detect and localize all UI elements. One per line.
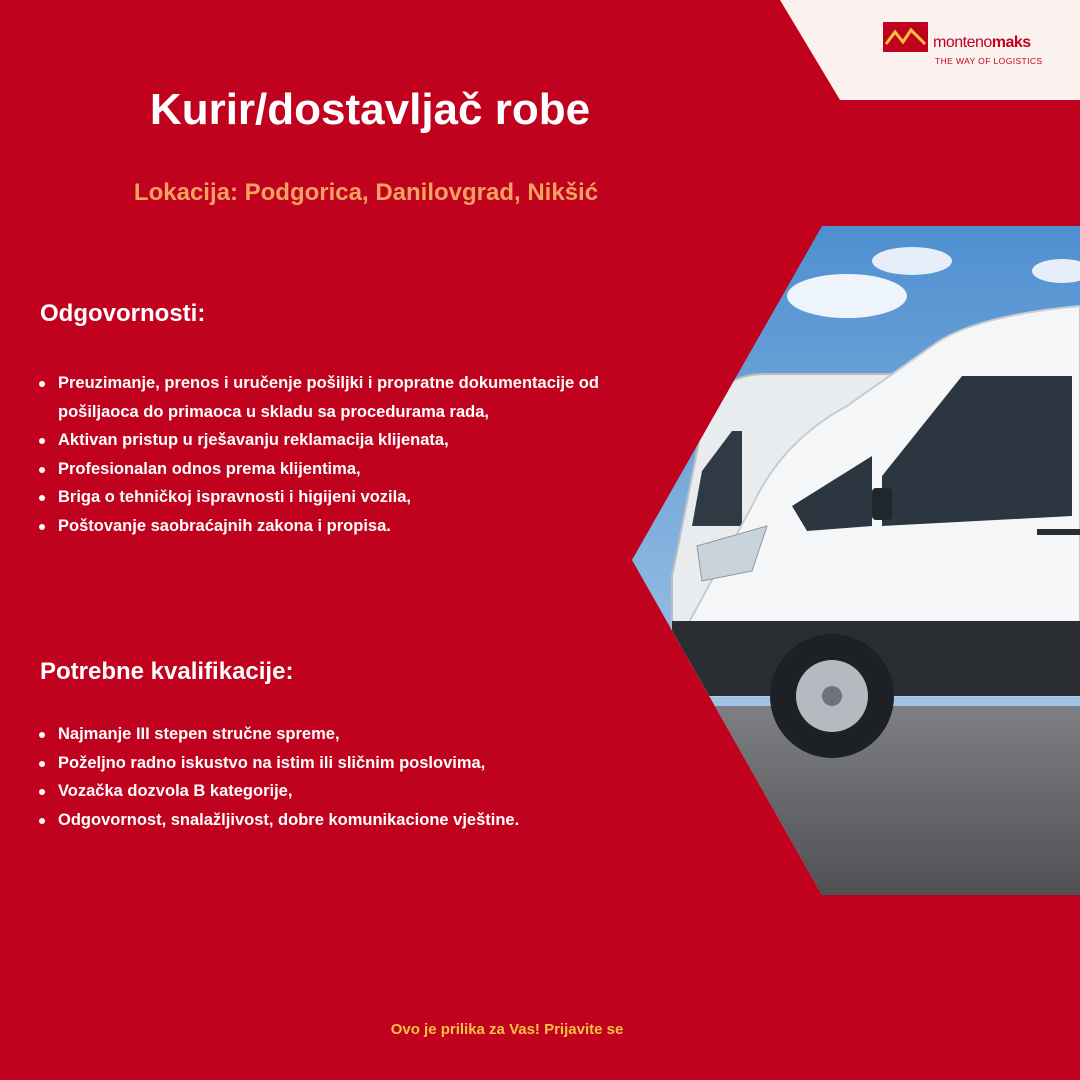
logo-mountain-icon: [883, 22, 928, 52]
logo-tagline: THE WAY OF LOGISTICS: [935, 56, 1043, 66]
responsibilities-list: [36, 369, 636, 540]
list-item: Poželjno radno iskustvo na istim ili sličnim poslovima,: [36, 749, 636, 778]
list-item: Aktivan pristup u rješavanju reklamacija klijenata,: [36, 426, 636, 455]
list-item: Briga o tehničkoj ispravnosti i higijeni vozila,: [36, 483, 636, 512]
list-item: Poštovanje saobraćajnih zakona i propisa.: [36, 512, 636, 541]
job-title: Kurir/dostavljač robe: [149, 85, 591, 134]
list-item: Najmanje III stepen stručne spreme,: [36, 720, 636, 749]
responsibilities-heading: Odgovornosti:: [40, 300, 206, 327]
list-item: Vozačka dozvola B kategorije,: [36, 777, 636, 806]
list-item: Odgovornost, snalažljivost, dobre komunikacione vještine.: [36, 806, 636, 835]
qualifications-heading: Potrebne kvalifikacije:: [40, 658, 294, 685]
call-to-action: Ovo je prilika za Vas! Prijavite se: [390, 1021, 624, 1038]
delivery-vans-photo: [632, 226, 1080, 895]
company-logo: [883, 20, 1053, 70]
list-item: Preuzimanje, prenos i uručenje pošiljki i propratne dokumentacije od pošiljaoca do primaoca u skladu sa procedurama rada,: [36, 369, 636, 426]
qualifications-list: [36, 720, 636, 834]
list-item: Profesionalan odnos prema klijentima,: [36, 455, 636, 484]
logo-wordmark: montenomaks: [933, 34, 1031, 51]
job-location: Lokacija: Podgorica, Danilovgrad, Nikšić: [133, 179, 599, 206]
